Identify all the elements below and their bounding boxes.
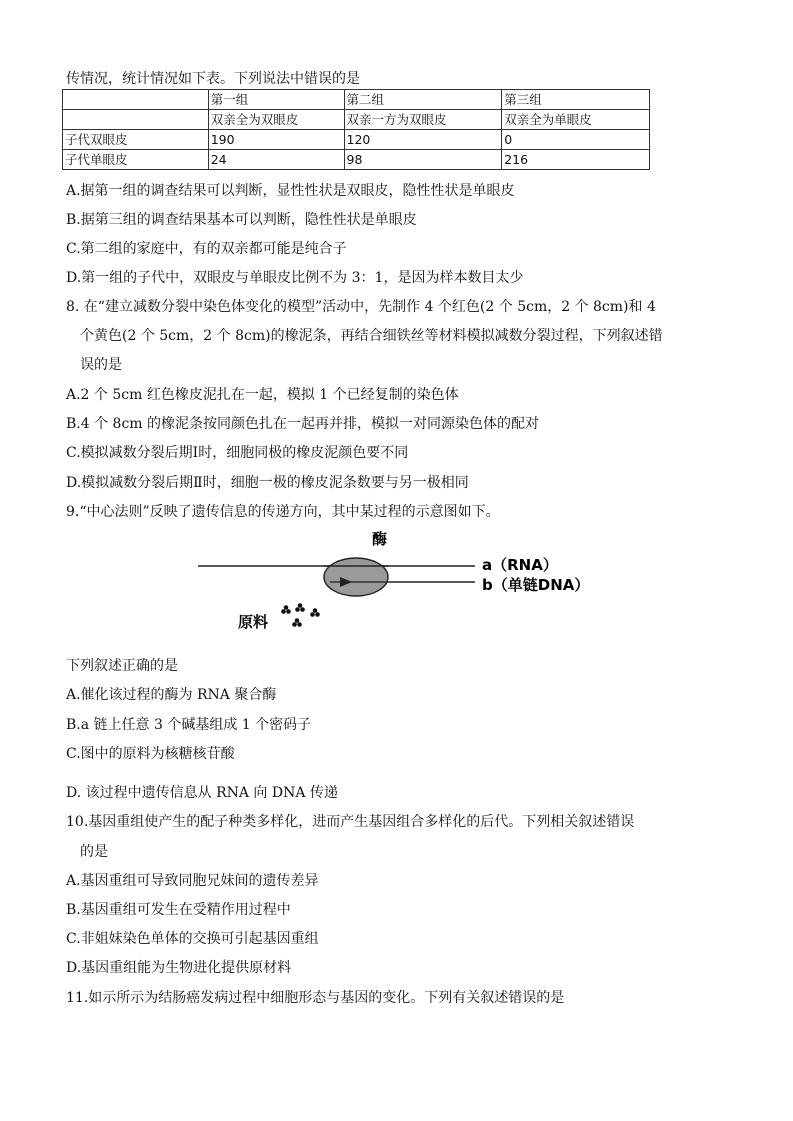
table-parent-cond1: 双亲全为双眼皮 bbox=[208, 110, 344, 130]
table-row bbox=[63, 150, 650, 170]
table-cell: 98 bbox=[344, 150, 502, 170]
q10-option-b: B.基因重组可发生在受精作用过程中 bbox=[66, 902, 291, 918]
q7-option-c: C.第二组的家庭中，有的双亲都可能是纯合子 bbox=[66, 241, 347, 257]
q8-option-c: C.模拟减数分裂后期Ⅰ时，细胞同极的橡皮泥颜色要不同 bbox=[66, 445, 409, 461]
q8-stem-line1: 8. 在“建立减数分裂中染色体变化的模型”活动中，先制作 4 个红色(2 个 5cm，2 个 8cm)和 4 bbox=[66, 299, 656, 315]
table-row-label: 子代双眼皮 bbox=[63, 130, 209, 150]
q9-option-c: C.图中的原料为核糖核苷酸 bbox=[66, 746, 235, 762]
q8-option-a: A.2 个 5cm 红色橡皮泥扎在一起，模拟 1 个已经复制的染色体 bbox=[66, 387, 459, 403]
genetics-stats-table bbox=[62, 89, 650, 170]
table-header-group2: 第二组 bbox=[344, 90, 502, 110]
enzyme-ellipse bbox=[324, 558, 388, 596]
table-cell: 216 bbox=[502, 150, 650, 170]
q7-stem-tail: 传情况，统计情况如下表。下列说法中错误的是 bbox=[66, 71, 360, 87]
table-parent-cond2: 双亲一方为双眼皮 bbox=[344, 110, 502, 130]
table-corner-cell bbox=[63, 90, 209, 110]
q8-stem-line2: 个黄色(2 个 5cm，2 个 8cm)的橡泥条，再结合细铁丝等材料模拟减数分裂过程，下列叙述错 bbox=[80, 328, 663, 344]
table-row-label: 子代单眼皮 bbox=[63, 150, 209, 170]
q10-option-d: D.基因重组能为生物进化提供原材料 bbox=[66, 960, 292, 976]
table-corner-cell bbox=[63, 110, 209, 130]
table-cell: 120 bbox=[344, 130, 502, 150]
q9-option-d: D. 该过程中遗传信息从 RNA 向 DNA 传递 bbox=[66, 785, 338, 801]
table-cell: 24 bbox=[208, 150, 344, 170]
raw-material-label: 原料 bbox=[238, 613, 269, 631]
strand-a-label: a（RNA） bbox=[482, 556, 558, 574]
strand-b-label: b（单链DNA） bbox=[482, 576, 590, 594]
q8-option-b: B.4 个 8cm 的橡泥条按同颜色扎在一起再并排，模拟一对同源染色体的配对 bbox=[66, 416, 540, 432]
reverse-transcription-diagram bbox=[190, 526, 620, 638]
q9-option-b: B.a 链上任意 3 个碱基组成 1 个密码子 bbox=[66, 717, 312, 733]
table-row bbox=[63, 130, 650, 150]
q8-stem-line3: 误的是 bbox=[80, 357, 122, 373]
q7-option-a: A.据第一组的调查结果可以判断，显性性状是双眼皮，隐性性状是单眼皮 bbox=[66, 183, 515, 199]
q9-question: 下列叙述正确的是 bbox=[66, 658, 178, 674]
q7-option-b: B.据第三组的调查结果基本可以判断，隐性性状是单眼皮 bbox=[66, 212, 417, 228]
q11-stem: 11.如示所示为结肠癌发病过程中细胞形态与基因的变化。下列有关叙述错误的是 bbox=[66, 990, 565, 1006]
table-parent-cond3: 双亲全为单眼皮 bbox=[502, 110, 650, 130]
table-cell: 0 bbox=[502, 130, 650, 150]
table-cell: 190 bbox=[208, 130, 344, 150]
q8-option-d: D.模拟减数分裂后期Ⅱ时，细胞一极的橡皮泥条数要与另一极相同 bbox=[66, 475, 469, 491]
table-header-row bbox=[63, 110, 650, 130]
raw-material-nucleotides-icon bbox=[281, 603, 320, 627]
q10-option-a: A.基因重组可导致同胞兄妹间的遗传差异 bbox=[66, 873, 319, 889]
q9-stem: 9.“中心法则”反映了遗传信息的传递方向，其中某过程的示意图如下。 bbox=[66, 504, 500, 520]
q7-option-d: D.第一组的子代中，双眼皮与单眼皮比例不为 3：1，是因为样本数目太少 bbox=[66, 270, 524, 286]
table-header-group3: 第三组 bbox=[502, 90, 650, 110]
table-header-row bbox=[63, 90, 650, 110]
q10-stem-line1: 10.基因重组使产生的配子种类多样化，进而产生基因组合多样化的后代。下列相关叙述错误 bbox=[66, 814, 635, 830]
table-header-group1: 第一组 bbox=[208, 90, 344, 110]
enzyme-label: 酶 bbox=[372, 530, 388, 548]
q10-stem-line2: 的是 bbox=[80, 844, 108, 860]
q9-option-a: A.催化该过程的酶为 RNA 聚合酶 bbox=[66, 687, 277, 703]
q10-option-c: C.非姐妹染色单体的交换可引起基因重组 bbox=[66, 931, 319, 947]
